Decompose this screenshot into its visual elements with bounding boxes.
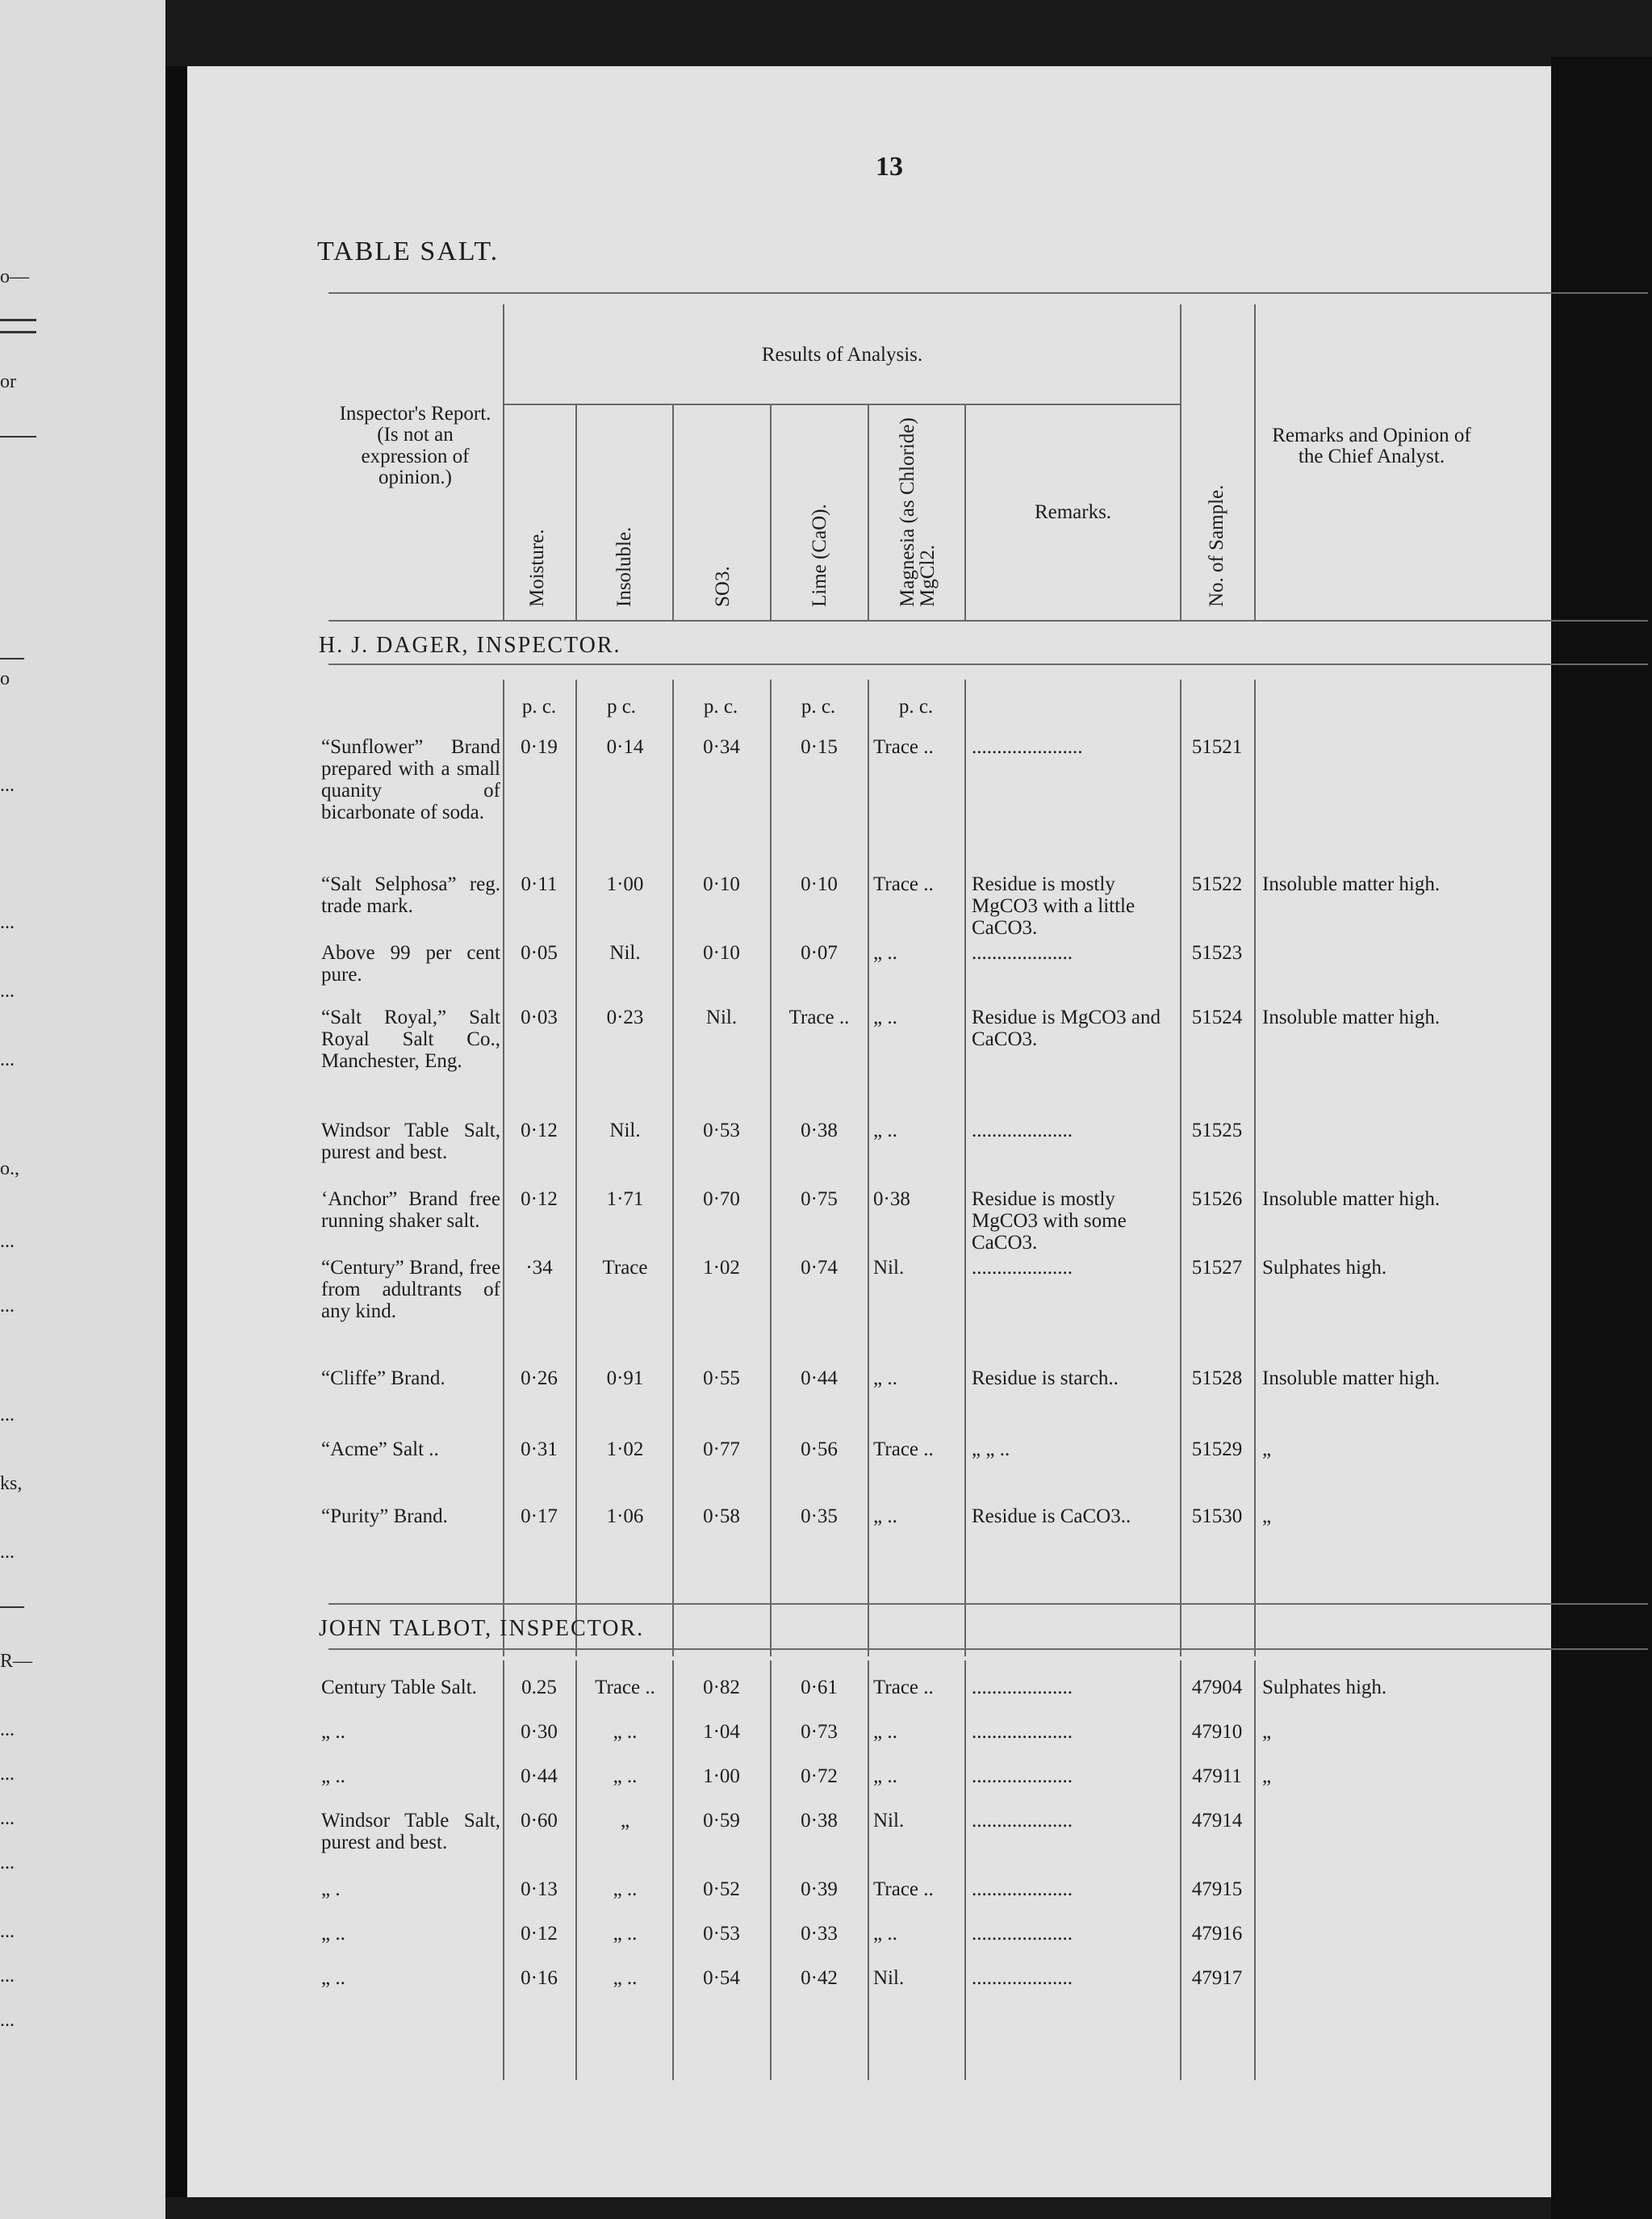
cell-lime: 0·35	[801, 1505, 838, 1527]
left-fragment: ...	[0, 775, 15, 796]
cell-remarks: ....................	[972, 1120, 1073, 1141]
cell-opinion: Insoluble matter high.	[1262, 1188, 1441, 1210]
cell-opinion: Sulphates high.	[1262, 1257, 1387, 1279]
cell-sample: 47915	[1191, 1878, 1243, 1900]
left-fragment: ...	[0, 1542, 15, 1563]
left-fragment: ...	[0, 1719, 15, 1740]
cell-opinion: „	[1262, 1721, 1272, 1743]
left-rule	[0, 331, 36, 333]
cell-report: “Cliffe” Brand.	[321, 1367, 445, 1389]
unit-moisture: p. c.	[521, 696, 557, 718]
cell-remarks: Residue is mostly MgCO3 with a little CaCO3.	[972, 873, 1135, 939]
cell-report: “Salt Royal,” Salt Royal Salt Co., Manchester, Eng.	[321, 1007, 500, 1072]
cell-magnesia: Trace ..	[873, 736, 934, 758]
cell-sample: 51529	[1191, 1438, 1243, 1460]
cell-magnesia: „ ..	[873, 1721, 897, 1743]
column-divider	[1254, 680, 1256, 1656]
cell-sample: 47904	[1191, 1677, 1243, 1698]
cell-report: “Acme” Salt ..	[321, 1438, 439, 1460]
cell-remarks: Residue is mostly MgCO3 with some CaCO3.	[972, 1188, 1127, 1254]
cell-moisture: 0·12	[521, 1120, 558, 1141]
left-rule	[0, 436, 36, 438]
cell-lime: 0·39	[801, 1878, 838, 1900]
cell-insoluble: Trace	[602, 1257, 648, 1279]
cell-insoluble: 1·00	[606, 873, 644, 895]
cell-so3: 0·55	[703, 1367, 740, 1389]
left-fragment: ks,	[0, 1473, 23, 1494]
cell-insoluble: Nil.	[609, 1120, 641, 1141]
cell-lime: 0·73	[801, 1721, 838, 1743]
cell-magnesia: „ ..	[873, 1923, 897, 1945]
cell-magnesia: Trace ..	[873, 1878, 934, 1900]
header-bottom-rule	[328, 620, 1648, 622]
cell-sample: 51527	[1191, 1257, 1243, 1279]
cell-sample: 51525	[1191, 1120, 1243, 1141]
cell-sample: 51528	[1191, 1367, 1243, 1389]
column-divider	[868, 1660, 869, 2080]
document-page	[187, 66, 1551, 2197]
cell-sample: 51526	[1191, 1188, 1243, 1210]
cell-moisture: ·34	[525, 1257, 553, 1279]
cell-remarks: ....................	[972, 1810, 1073, 1832]
cell-sample: 51522	[1191, 873, 1243, 895]
cell-opinion: „	[1262, 1505, 1272, 1527]
cell-opinion: Insoluble matter high.	[1262, 1007, 1441, 1028]
page-number: 13	[876, 152, 903, 182]
header-inspectors-report: Inspector's Report. (Is not an expression of opinion.)	[339, 403, 491, 488]
cell-moisture: 0·03	[521, 1007, 558, 1028]
cell-magnesia: Nil.	[873, 1257, 905, 1279]
cell-insoluble: Nil.	[609, 942, 641, 964]
cell-insoluble: 0·23	[606, 1007, 644, 1028]
cell-so3: 0·34	[703, 736, 740, 758]
cell-opinion: Insoluble matter high.	[1262, 873, 1441, 895]
cell-magnesia: „ ..	[873, 1007, 897, 1028]
cell-remarks: ....................	[972, 1923, 1073, 1945]
cell-moisture: 0·16	[521, 1967, 558, 1989]
left-fragment: ...	[0, 1049, 15, 1070]
cell-sample: 51521	[1191, 736, 1243, 758]
cell-so3: 0·59	[703, 1810, 740, 1832]
column-divider	[964, 680, 966, 1656]
cell-magnesia: „ ..	[873, 1765, 897, 1787]
left-fragment: ...	[0, 1405, 15, 1426]
cell-moisture: 0·19	[521, 736, 558, 758]
cell-report: „ ..	[321, 1721, 345, 1743]
unit-insoluble: p c.	[606, 696, 637, 718]
cell-moisture: 0·11	[521, 873, 558, 895]
cell-insoluble: 1·06	[606, 1505, 644, 1527]
cell-magnesia: „ ..	[873, 1120, 897, 1141]
cell-moisture: 0·44	[521, 1765, 558, 1787]
cell-report: Above 99 per cent pure.	[321, 942, 500, 986]
cell-so3: 0·52	[703, 1878, 740, 1900]
left-rule	[0, 1606, 24, 1608]
cell-sample: 51523	[1191, 942, 1243, 964]
cell-remarks: „ „ ..	[972, 1438, 1010, 1460]
column-divider	[1254, 1660, 1256, 2080]
cell-opinion: Sulphates high.	[1262, 1677, 1387, 1698]
cell-report: Windsor Table Salt, purest and best.	[321, 1120, 500, 1163]
cell-remarks: ....................	[972, 1878, 1073, 1900]
cell-so3: 1·02	[703, 1257, 740, 1279]
cell-magnesia: „ ..	[873, 1505, 897, 1527]
column-divider	[964, 1660, 966, 2080]
cell-insoluble: 0·91	[606, 1367, 644, 1389]
cell-so3: 0·54	[703, 1967, 740, 1989]
column-divider	[1254, 304, 1256, 621]
cell-moisture: 0·26	[521, 1367, 558, 1389]
header-moisture: Moisture.	[526, 529, 548, 607]
column-divider	[672, 405, 674, 621]
column-divider	[1180, 304, 1181, 621]
column-divider	[575, 405, 577, 621]
cell-magnesia: Nil.	[873, 1967, 905, 1989]
column-divider	[575, 680, 577, 1656]
cell-report: “Sunflower” Brand prepared with a small quanity of bicarbonate of soda.	[321, 736, 500, 823]
cell-magnesia: 0·38	[873, 1188, 910, 1210]
cell-report: Windsor Table Salt, purest and best.	[321, 1810, 500, 1853]
cell-report: ‘Anchor” Brand free running shaker salt.	[321, 1188, 500, 1232]
column-divider	[770, 680, 772, 1656]
left-fragment: ...	[0, 2010, 15, 2031]
cell-insoluble: „ ..	[613, 1765, 638, 1787]
cell-so3: 0·53	[703, 1923, 740, 1945]
results-subheader-rule	[504, 404, 1180, 405]
left-fragment: R—	[0, 1651, 33, 1672]
cell-lime: 0·74	[801, 1257, 838, 1279]
cell-magnesia: „ ..	[873, 942, 897, 964]
cell-so3: 0·70	[703, 1188, 740, 1210]
cell-opinion: „	[1262, 1438, 1272, 1460]
cell-moisture: 0·17	[521, 1505, 558, 1527]
cell-lime: 0·44	[801, 1367, 838, 1389]
left-fragment: ...	[0, 1921, 15, 1942]
header-lime: Lime (CaO).	[809, 504, 830, 607]
cell-so3: 0·53	[703, 1120, 740, 1141]
header-no-of-sample: No. of Sample.	[1206, 484, 1227, 607]
left-fragment: or	[0, 371, 16, 392]
column-divider	[672, 680, 674, 1656]
section-rule	[328, 664, 1648, 665]
cell-report: “Salt Selphosa” reg. trade mark.	[321, 873, 500, 917]
cell-moisture: 0·13	[521, 1878, 558, 1900]
cell-magnesia: Trace ..	[873, 873, 934, 895]
column-divider	[868, 680, 869, 1656]
cell-so3: 1·04	[703, 1721, 740, 1743]
cell-remarks: ....................	[972, 942, 1073, 964]
cell-lime: 0·56	[801, 1438, 838, 1460]
cell-sample: 47916	[1191, 1923, 1243, 1945]
cell-lime: 0·42	[801, 1967, 838, 1989]
cell-so3: 0·77	[703, 1438, 740, 1460]
cell-lime: 0·61	[801, 1677, 838, 1698]
left-fragment: ...	[0, 1296, 15, 1317]
cell-moisture: 0·30	[521, 1721, 558, 1743]
cell-sample: 47914	[1191, 1810, 1243, 1832]
header-insoluble: Insoluble.	[613, 526, 635, 607]
cell-remarks: ....................	[972, 1257, 1073, 1279]
cell-lime: 0·72	[801, 1765, 838, 1787]
facing-page-edge	[0, 0, 165, 2219]
cell-magnesia: Trace ..	[873, 1677, 934, 1698]
cell-opinion: Insoluble matter high.	[1262, 1367, 1441, 1389]
unit-so3: p. c.	[703, 696, 738, 718]
left-fragment: o.,	[0, 1158, 19, 1179]
cell-report: „ ..	[321, 1923, 345, 1945]
cell-remarks: ....................	[972, 1765, 1073, 1787]
left-fragment: ...	[0, 1231, 15, 1252]
cell-sample: 47911	[1192, 1765, 1242, 1787]
cell-report: “Purity” Brand.	[321, 1505, 448, 1527]
cell-insoluble: Trace ..	[595, 1677, 655, 1698]
cell-so3: 0·10	[703, 942, 740, 964]
left-rule	[0, 319, 36, 321]
cell-lime: 0·15	[801, 736, 838, 758]
section-heading: JOHN TALBOT, INSPECTOR.	[319, 1616, 645, 1641]
cell-insoluble: 1·71	[606, 1188, 644, 1210]
header-remarks: Remarks.	[1034, 501, 1112, 523]
cell-remarks: Residue is starch..	[972, 1367, 1119, 1389]
cell-insoluble: 1·02	[606, 1438, 644, 1460]
unit-magnesia: p. c.	[898, 696, 934, 718]
cell-report: „ ..	[321, 1967, 345, 1989]
cell-remarks: ....................	[972, 1677, 1073, 1698]
cell-moisture: 0·05	[521, 942, 558, 964]
cell-so3: Nil.	[705, 1007, 738, 1028]
cell-so3: 0·10	[703, 873, 740, 895]
column-divider	[868, 405, 869, 621]
cell-insoluble: „ ..	[613, 1967, 638, 1989]
column-divider	[575, 1660, 577, 2080]
cell-magnesia: Trace ..	[873, 1438, 934, 1460]
cell-opinion: „	[1262, 1765, 1272, 1787]
cell-insoluble: „ ..	[613, 1721, 638, 1743]
cell-lime: 0·10	[801, 873, 838, 895]
cell-insoluble: 0·14	[606, 736, 644, 758]
cell-insoluble: „ ..	[613, 1878, 638, 1900]
left-fragment: ...	[0, 981, 15, 1002]
left-fragment: ...	[0, 1966, 15, 1987]
cell-sample: 47917	[1191, 1967, 1243, 1989]
cell-report: “Century” Brand, free from adultrants of any kind.	[321, 1257, 500, 1322]
cell-magnesia: Nil.	[873, 1810, 905, 1832]
cell-magnesia: „ ..	[873, 1367, 897, 1389]
unit-lime: p. c.	[801, 696, 836, 718]
cell-moisture: 0·60	[521, 1810, 558, 1832]
cell-remarks: ....................	[972, 1721, 1073, 1743]
cell-insoluble: „	[620, 1810, 630, 1832]
cell-remarks: Residue is CaCO3..	[972, 1505, 1131, 1527]
cell-report: „ ..	[321, 1765, 345, 1787]
cell-lime: 0·07	[801, 942, 838, 964]
cell-lime: 0·38	[801, 1810, 838, 1832]
column-divider	[672, 1660, 674, 2080]
cell-moisture: 0·12	[521, 1923, 558, 1945]
section-rule	[328, 1648, 1648, 1650]
scan-border	[1551, 57, 1652, 2219]
left-fragment: ...	[0, 1853, 15, 1874]
cell-so3: 0·58	[703, 1505, 740, 1527]
column-divider	[770, 405, 772, 621]
header-chief-analyst-opinion: Remarks and Opinion of the Chief Analyst.	[1272, 425, 1471, 468]
cell-report: „ .	[321, 1878, 341, 1900]
table-top-rule	[328, 292, 1648, 294]
cell-moisture: 0·12	[521, 1188, 558, 1210]
header-magnesia: Magnesia (as Chloride) MgCl2.	[897, 417, 939, 607]
cell-sample: 47910	[1191, 1721, 1243, 1743]
section-heading: H. J. DAGER, INSPECTOR.	[319, 633, 621, 658]
column-divider	[770, 1660, 772, 2080]
left-fragment: o—	[0, 266, 29, 287]
page-title: TABLE SALT.	[317, 237, 500, 266]
cell-moisture: 0·31	[521, 1438, 558, 1460]
header-results-of-analysis: Results of Analysis.	[761, 344, 923, 366]
cell-so3: 0·82	[703, 1677, 740, 1698]
cell-sample: 51530	[1191, 1505, 1243, 1527]
cell-remarks: ......................	[972, 736, 1083, 758]
left-rule	[0, 658, 24, 659]
left-fragment: ...	[0, 1808, 15, 1829]
cell-lime: 0·33	[801, 1923, 838, 1945]
cell-moisture: 0.25	[521, 1677, 557, 1698]
cell-so3: 1·00	[703, 1765, 740, 1787]
cell-report: Century Table Salt.	[321, 1677, 477, 1698]
cell-lime: 0·38	[801, 1120, 838, 1141]
cell-remarks: ....................	[972, 1967, 1073, 1989]
cell-lime: Trace ..	[788, 1007, 850, 1028]
cell-remarks: Residue is MgCO3 and CaCO3.	[972, 1007, 1161, 1050]
section-rule	[328, 1603, 1648, 1605]
left-fragment: o	[0, 668, 10, 689]
left-fragment: ...	[0, 1764, 15, 1785]
cell-insoluble: „ ..	[613, 1923, 638, 1945]
left-fragment: ...	[0, 912, 15, 933]
cell-lime: 0·75	[801, 1188, 838, 1210]
header-so3: SO3.	[712, 566, 734, 607]
cell-sample: 51524	[1191, 1007, 1243, 1028]
